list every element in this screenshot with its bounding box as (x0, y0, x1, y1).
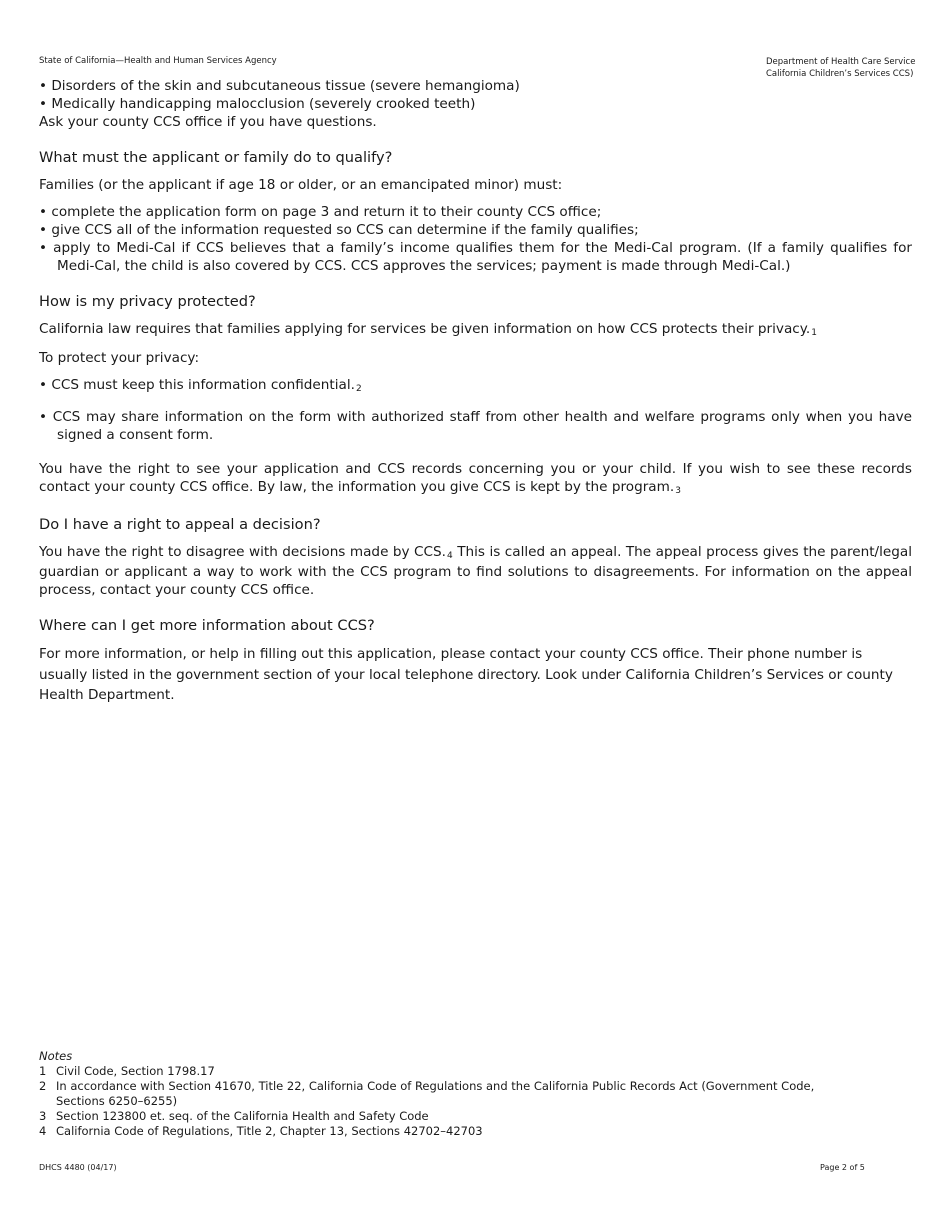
list-item: • apply to Medi-Cal if CCS believes that a family’s income qualifies them for the Medi-Cal program. (If a family qualifies for Medi-Cal, the child is also covered by CCS. CCS approves the services; payment is made through Medi-Cal.) (39, 239, 912, 275)
note-item (39, 1064, 839, 1079)
privacy-list (39, 376, 912, 444)
appeal-heading: Do I have a right to appeal a decision? (39, 516, 321, 533)
note-number: 4 (39, 1124, 47, 1138)
privacy-law-text (39, 320, 912, 340)
note-text: Section 123800 et. seq. of the California Health and Safety Code (56, 1109, 429, 1123)
footnote-ref: 2 (355, 384, 362, 394)
appeal-text-part: You have the right to disagree with decisions made by CCS. (39, 544, 446, 560)
privacy-rights-body: You have the right to see your application and CCS records concerning you or your child. If you wish to see these records contact your county CCS office. By law, the information you give CCS is kept by the program. (39, 461, 912, 495)
qualify-heading: What must the applicant or family do to qualify? (39, 149, 393, 166)
privacy-rights-text (39, 460, 912, 498)
qualify-list (39, 203, 912, 275)
note-number: 2 (39, 1079, 47, 1093)
list-item: • Disorders of the skin and subcutaneous tissue (severe hemangioma) (39, 77, 912, 95)
note-text: Civil Code, Section 1798.17 (56, 1064, 215, 1078)
privacy-bullet-text: CCS must keep this information confidential. (51, 377, 355, 393)
qualify-intro: Families (or the applicant if age 18 or older, or an emancipated minor) must: (39, 177, 563, 193)
note-text: In accordance with Section 41670, Title 22, California Code of Regulations and the California Public Records Act (Government Code, Sections 6250–6255) (56, 1079, 815, 1108)
note-text: California Code of Regulations, Title 2, Chapter 13, Sections 42702–42703 (56, 1124, 483, 1138)
ask-county-text: Ask your county CCS office if you have questions. (39, 114, 377, 130)
header-program: California Children’s Services CCS) (766, 69, 914, 79)
note-number: 1 (39, 1064, 47, 1078)
list-item (39, 376, 912, 396)
footnote-ref: 4 (446, 551, 453, 561)
appeal-text-part: This is called an appeal. The appeal process gives the parent/legal guardian or applicant a way to work with the CCS program to find solutions to disagreements. For information on the appeal process, contact your county CCS office. (39, 544, 913, 598)
notes-section (39, 1049, 839, 1139)
footnote-ref: 1 (811, 328, 817, 338)
footnote-ref: 3 (675, 486, 681, 496)
header-department: Department of Health Care Service (766, 57, 916, 67)
form-id: DHCS 4480 (04/17) (39, 1163, 117, 1172)
notes-list (39, 1064, 839, 1139)
privacy-law-body: California law requires that families applying for services be given information on how CCS protects their privacy. (39, 321, 811, 337)
info-heading: Where can I get more information about CCS? (39, 617, 375, 634)
privacy-protect-intro: To protect your privacy: (39, 350, 200, 366)
list-item: • complete the application form on page 3 and return it to their county CCS office; (39, 203, 912, 221)
list-item: • give CCS all of the information requested so CCS can determine if the family qualifies; (39, 221, 912, 239)
condition-list (39, 77, 912, 113)
note-item (39, 1079, 839, 1109)
list-item: • Medically handicapping malocclusion (severely crooked teeth) (39, 95, 912, 113)
appeal-text (39, 543, 912, 599)
note-item (39, 1109, 839, 1124)
list-item: • CCS may share information on the form with authorized staff from other health and welfare programs only when you have signed a consent form. (39, 408, 912, 444)
page-content (39, 77, 912, 706)
notes-title: Notes (39, 1049, 73, 1063)
note-item (39, 1124, 839, 1139)
privacy-heading: How is my privacy protected? (39, 293, 256, 310)
header-agency: State of California—Health and Human Services Agency (39, 56, 277, 66)
page-number: Page 2 of 5 (820, 1163, 865, 1172)
note-number: 3 (39, 1109, 47, 1123)
info-text: For more information, or help in filling out this application, please contact your county CCS office. Their phone number is usually listed in the government section of your local telephone directory. Look under California Children’s Services or county Health Department. (39, 646, 893, 703)
